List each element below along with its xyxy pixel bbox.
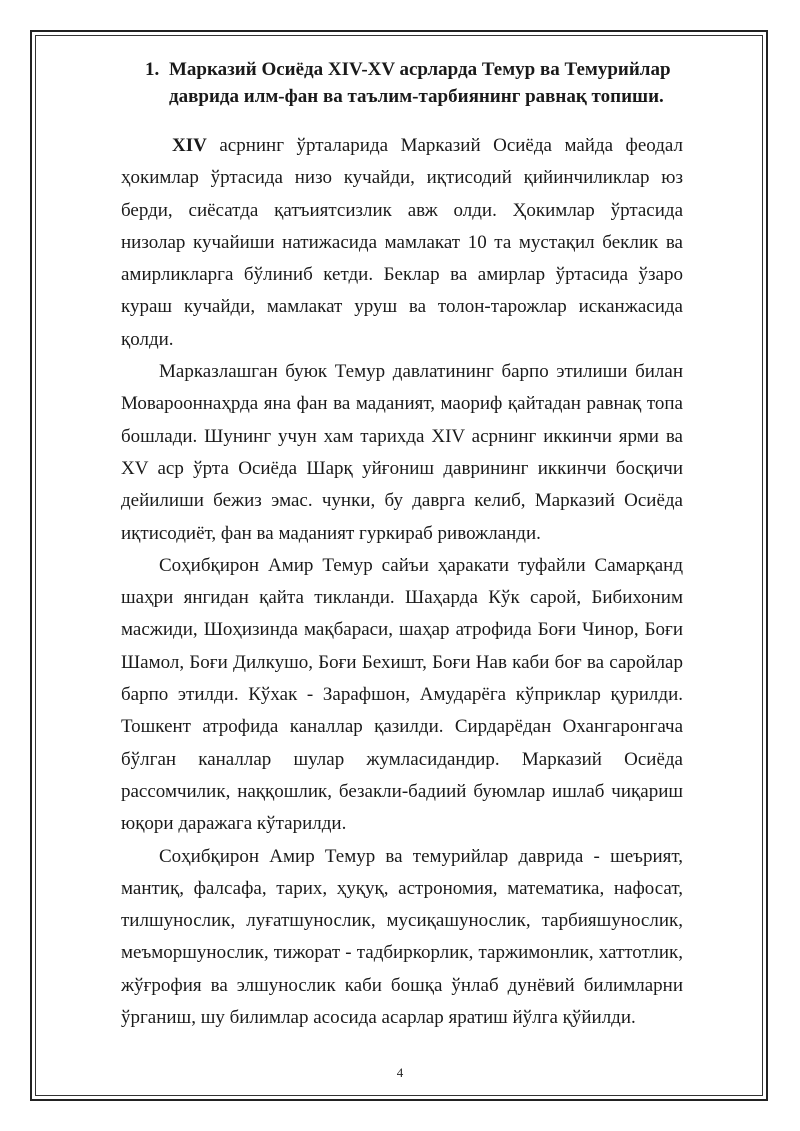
paragraph-1-text: асрнинг ўрталарида Марказий Осиёда майда феодал ҳокимлар ўртасида низо кучайди, иқтисодий қийинчиликлар юз берди, сиёсатда қатъиятсизлик авж олди. Ҳокимлар ўртасида низолар кучайиши натижасида мамлакат 10 та мустақил беклик ва амирликларга бўлиниб кетди. Беклар ва амирлар ўртасида ўзаро кураш кучайди, мамлакат уруш ва толон-тарожлар исканжасида қолди. (121, 135, 683, 350)
paragraph-1 (121, 130, 683, 356)
section-title: Марказий Осиёда XIV-XV асрларда Темур ва Темурийлар даврида илм-фан ва таълим-тарбиянинг равнақ топиши. (169, 59, 671, 107)
paragraph-3: Соҳибқирон Амир Темур сайъи ҳаракати туфайли Самарқанд шаҳри янгидан қайта тикланди. Шаҳарда Кўк сарой, Бибихоним масжиди, Шоҳизинда мақбараси, шаҳар атрофида Боғи Чинор, Боғи Шамол, Боғи Дилкушо, Боғи Бехишт, Боғи Нав каби боғ ва саройлар барпо этилди. Кўхак - Зарафшон, Амударёга кўприклар қурилди. Тошкент атрофида каналлар қазилди. Сирдарёдан Охангаронгача бўлган каналлар шулар жумласидандир. Марказий Осиёда рассомчилик, наққошлик, безакли-бадиий буюмлар ишлаб чиқариш юқори даражага кўтарилди. (121, 554, 683, 835)
section-heading (121, 56, 683, 110)
page-number: 4 (396, 1065, 404, 1080)
paragraph-2: Марказлашган буюк Темур давлатининг барпо этилиши билан Моварооннаҳрда яна фан ва маданият, маориф қайтадан равнақ топа бошлади. Шунинг учун хам тарихда XIV асрнинг иккинчи ярми ва XV аср ўрта Осиёда Шарқ уйғониш даврининг иккинчи босқичи дейилиши бежиз эмас. чунки, бу даврга келиб, Марказий Осиёда иқтисодиёт, фан ва маданият гуркираб ривожланди. (121, 361, 683, 544)
section-number: 1. (145, 59, 160, 80)
document-body (121, 56, 683, 1034)
paragraph-4: Соҳибқирон Амир Темур ва темурийлар даврида - шеърият, мантиқ, фалсафа, тарих, ҳуқуқ, астрономия, математика, нафосат, тилшунослик, луғатшунослик, мусиқашунослик, тарбияшунослик, меъморшунослик, тижорат - тадбиркорлик, таржимонлик, хаттотлик, жўғрофия ва элшунослик каби бошқа ўнлаб дунёвий билимларни ўрганиш, шу билимлар асосида асарлар яратиш йўлга қўйилди. (121, 845, 683, 1029)
century-lead: XIV (172, 135, 207, 156)
